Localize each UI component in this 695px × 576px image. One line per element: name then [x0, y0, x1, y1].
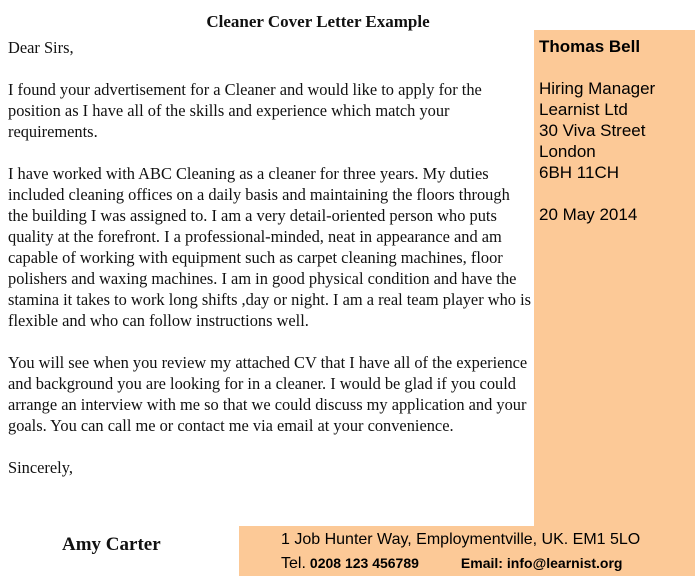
letter-paragraph: I have worked with ABC Cleaning as a cleaner for three years. My duties included cleaning offices on a daily basis and maintaining the floors through the building I was assigned to. I am a very detail-oriented person who puts quality at the forefront. I a professional-minded, neat in appearance and am capable of working with equipment such as carpet cleaning machines, floor polishers and waxing machines. I am in good physical condition and have the stamina it takes to work long shifts ,day or night. I am a real team player who is flexible and who can follow instructions well.	[8, 164, 532, 330]
email-label: Email:	[460, 555, 503, 571]
footer-contact-line	[281, 553, 622, 574]
tel-label: Tel.	[281, 555, 306, 572]
sender-recipient-block	[539, 36, 695, 225]
tel-value: 0208 123 456789	[309, 555, 419, 571]
sender-name: Thomas Bell	[539, 37, 641, 56]
recipient-street: 30 Viva Street	[539, 121, 646, 140]
recipient-title: Hiring Manager	[539, 79, 656, 98]
letter-date: 20 May 2014	[539, 205, 638, 224]
letter-paragraph: I found your advertisement for a Cleaner and would like to apply for the position as I have all of the skills and experience which match your requirements.	[8, 80, 482, 141]
footer-address: 1 Job Hunter Way, Employmentville, UK. EM1 5LO	[281, 531, 641, 548]
spacer	[539, 183, 695, 204]
signature-name: Amy Carter	[62, 534, 161, 555]
spacer	[539, 57, 695, 78]
recipient-postcode: 6BH 11CH	[539, 163, 619, 182]
letter-body	[8, 37, 532, 478]
salutation: Dear Sirs,	[8, 38, 74, 57]
document-title: Cleaner Cover Letter Example	[206, 12, 430, 31]
recipient-city: London	[539, 142, 596, 161]
letter-paragraph: You will see when you review my attached CV that I have all of the experience and background you are looking for in a cleaner. I would be glad if you could arrange an interview with me so that we could discuss my application and your goals. You can call me or contact me via email at your convenience.	[8, 353, 528, 435]
recipient-company: Learnist Ltd	[539, 100, 628, 119]
closing: Sincerely,	[8, 458, 73, 477]
email-value: info@learnist.org	[506, 555, 623, 571]
